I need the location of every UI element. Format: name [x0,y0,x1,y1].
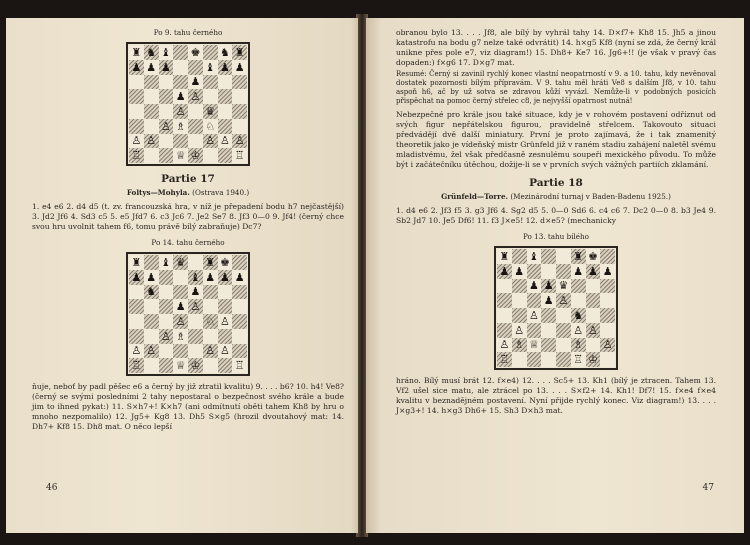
board-square [541,264,556,279]
game-moves-18: 1. d4 e6 2. Jf3 f5 3. g3 Jf6 4. Sg2 d5 5. 0—0 Sd6 6. c4 c6 7. Dc2 0—0 8. b3 Je4 9. Sb2 Jd7 10. Je5 Df6! 11. f3 J×e5! 12. d×e5? (mechanicky [396,206,716,225]
board-square: ♘ [203,119,218,134]
board-square [218,75,233,90]
board-square: ♔ [188,358,203,373]
board-square [512,279,527,294]
board-square: ♙ [203,134,218,149]
board-square: ♜ [129,255,144,270]
board-square [232,329,247,344]
left-page [6,18,358,533]
board-square [144,255,159,270]
board-square [586,338,601,353]
board-square: ♞ [144,285,159,300]
board-square [527,293,542,308]
game-commentary-18: hráno. Bílý musí brát 12. f×e4) 12. . . . Sc5+ 13. Kh1 (bílý je ztracen. Tahem 13. Vf2 ušel sice matu, ale ztrácel po 13. . . . S×f2+ 14. Kh1! Df7! 15. f×e4 f×e4 kvalitu v beznadějném postavení. Nyní přijde rychlý konec. Viz diagram!) 13. . . . J×g3+! 14. h×g3 Dh6+ 15. Sh3 D×h3 mat. [396,376,716,415]
board-square [527,264,542,279]
board-square: ♗ [173,119,188,134]
game-heading-17 [32,188,344,198]
board-square: ♙ [232,134,247,149]
board-square [144,89,159,104]
board-square [571,293,586,308]
board-square [512,352,527,367]
board-square [600,352,615,367]
board-square [527,352,542,367]
board-square [144,148,159,163]
board-square [173,60,188,75]
board-square [541,352,556,367]
board-square [144,119,159,134]
board-square [232,255,247,270]
game-commentary-17-cont: obranou bylo 13. . . . Jf8, ale bílý by vyhrál tahy 14. D×f7+ Kh8 15. Jh5 a jinou katastrofu na bodu g7 nelze také odvrátit) 14. h×g5 Kf8 (nyní se zdá, že černý král unikne přes pole e7, viz diagram!) 15. Dh8+ Ke7 16. Jg6+!! (je však v pravý čas dopaden:) f×g6 17. D×g7 mat. [396,28,716,67]
board-square [144,104,159,119]
board-square [497,308,512,323]
board-square [129,104,144,119]
board-square: ♕ [173,358,188,373]
board-square: ♟ [600,264,615,279]
board-square: ♙ [497,338,512,353]
board-square: ♝ [527,249,542,264]
board-square [159,314,174,329]
board-square [232,75,247,90]
board-square [203,358,218,373]
board-square [586,279,601,294]
board-square [144,299,159,314]
chess-diagram-1 [126,42,250,166]
board-square: ♟ [188,285,203,300]
game-title-17: Partie 17 [161,173,215,185]
board-square [497,279,512,294]
board-square [218,89,233,104]
board-square [159,104,174,119]
board-square: ♙ [512,323,527,338]
game-event-17: (Ostrava 1940.) [192,188,250,197]
board-square: ♙ [188,89,203,104]
board-square: ♛ [173,255,188,270]
board-square [497,323,512,338]
board-square [129,89,144,104]
board-square [541,338,556,353]
board-square: ♟ [129,60,144,75]
board-square: ♙ [129,344,144,359]
board-square: ♖ [232,358,247,373]
board-square [600,323,615,338]
board-square: ♟ [541,293,556,308]
board-square: ♟ [232,270,247,285]
chess-diagram-3 [494,246,618,370]
board-square: ♙ [218,314,233,329]
game-heading-18 [396,192,716,202]
board-square: ♜ [203,255,218,270]
board-square [188,329,203,344]
board-square: ♗ [512,338,527,353]
board-square: ♟ [218,270,233,285]
board-square: ♖ [497,352,512,367]
board-square [232,314,247,329]
board-square: ♝ [203,60,218,75]
board-square [144,329,159,344]
board-square: ♟ [173,299,188,314]
board-square [188,119,203,134]
board-square [188,60,203,75]
board-square: ♘ [203,314,218,329]
board-square: ♞ [571,308,586,323]
board-square [556,323,571,338]
board-square [586,308,601,323]
board-square: ♜ [497,249,512,264]
board-square [556,308,571,323]
board-square [129,314,144,329]
board-square [556,264,571,279]
board-square [173,75,188,90]
board-square: ♟ [159,60,174,75]
board-square: ♟ [512,264,527,279]
board-square [218,285,233,300]
board-square: ♟ [232,60,247,75]
board-square: ♞ [218,45,233,60]
board-square [188,104,203,119]
board-square [232,104,247,119]
board-square [203,75,218,90]
board-square: ♜ [129,45,144,60]
board-square: ♚ [218,255,233,270]
board-square: ♕ [173,148,188,163]
board-square [512,249,527,264]
board-square [232,119,247,134]
board-square [218,148,233,163]
board-square [129,285,144,300]
board-square: ♙ [571,323,586,338]
board-square [203,148,218,163]
game-event-18: (Mezinárodní turnaj v Baden-Badenu 1925.) [510,192,671,201]
board-square [188,255,203,270]
board-square: ♟ [203,270,218,285]
board-square [218,104,233,119]
board-square: ♔ [188,148,203,163]
board-square: ♙ [586,323,601,338]
board-square: ♙ [527,308,542,323]
game-moves-17: 1. e4 e6 2. d4 d5 (t. zv. francouzská hra, v níž je přepadení bodu h7 nejčastější) 3. Jd2 Jf6 4. Sd3 c5 5. e5 Jfd7 6. c3 Jc6 7. Je2 Se7 8. Jf3 0—0 9. Jf4! (černý chce svou hru uvolnit tahem f6, tomu právě bílý zabraňuje) Dc7? [32,202,344,231]
board-square [203,329,218,344]
board-square [144,314,159,329]
game-summary-17: Resumé: Černý si zavinil rychlý konec vlastní neopatrností v 9. a 10. tahu, kdy nevěnoval dostatek pozornosti bílým přípravám. V 9. tahu měl hráti Ve8 s dalším Jf8, v 10. tahu aspoň h6, ač by už sotva se zdravou kůží vyvázl. Nemůže-li v podobných posicích přispěchat na pomoc černý střelec c8, je nejvyšší opatrnost nutná! [396,70,716,105]
board-square: ♙ [556,293,571,308]
board-square: ♟ [527,279,542,294]
board-square: ♙ [203,344,218,359]
board-square [218,329,233,344]
board-square: ♙ [159,119,174,134]
board-square: ♟ [497,264,512,279]
game-players-17: Foltys—Mohyla. [126,188,190,197]
board-square [586,293,601,308]
board-square [144,75,159,90]
board-square: ♝ [188,270,203,285]
game-commentary-17: ňuje, neboť by padl pěšec e6 a černý by již ztratil kvalitu) 9. . . . b6? 10. h4! Ve8? (černý se svými posledními 2 tahy nepostaral o bezpečnost svého krále a bude jim to ihned pykat:) 11. S×h7+! K×h7 (ani odmítnutí oběti tahem Kh8 by hru o mnoho nezpomalilo) 12. Jg5+ Kg8 13. Dh5 S×g5 (hrozil dvoutahový mat: 14. Dh7+ Kf8 15. Dh8 mat. O něco lepší [32,382,344,431]
board-square: ♛ [556,279,571,294]
board-square [600,279,615,294]
right-page [366,18,744,533]
board-square: ♙ [188,299,203,314]
board-square [218,119,233,134]
board-square: ♟ [144,60,159,75]
board-square: ♗ [173,329,188,344]
board-square [129,299,144,314]
board-square [600,308,615,323]
board-square: ♝ [159,255,174,270]
board-square [159,358,174,373]
board-square [159,299,174,314]
board-square: ♟ [144,270,159,285]
board-square [218,299,233,314]
chess-diagram-2 [126,252,250,376]
board-square: ♟ [586,264,601,279]
board-square: ♙ [218,344,233,359]
board-square: ♜ [232,45,247,60]
board-square [203,299,218,314]
board-square [188,344,203,359]
game-players-18: Grünfeld—Torre. [441,192,509,201]
board-square [556,352,571,367]
board-square [232,344,247,359]
board-square [541,308,556,323]
board-square: ♚ [188,45,203,60]
board-square: ♙ [218,134,233,149]
board-square [159,89,174,104]
board-square [203,285,218,300]
board-square [556,338,571,353]
board-square: ♗ [571,338,586,353]
board-square [144,358,159,373]
board-square: ♙ [173,104,188,119]
board-square: ♟ [541,279,556,294]
board-square: ♖ [232,148,247,163]
board-square: ♖ [129,148,144,163]
board-square: ♙ [144,344,159,359]
board-square [203,45,218,60]
board-square: ♔ [586,352,601,367]
page-number-right: 47 [702,483,714,493]
board-square [173,285,188,300]
section-intro: Nebezpečné pro krále jsou také situace, kdy je v rohovém postavení odříznut od svých figur nepřátelskou figurou, pravidelně střelcem. Takovouto situaci předvádějí dvě další miniatury. První je proto zajímavá, že i tak znamenitý theoretik jako je vídeňský mistr Grünfeld již v raném stadiu zahájení naletěl svému mladistvému, žel však předčasně zesnulému soupeři mexického původu. To může být i začátečníku útěchou, dožije-li se v prvních svých vážných partiích zklamání. [396,110,716,169]
board-square [541,249,556,264]
board-square [527,323,542,338]
board-square [497,293,512,308]
board-square: ♖ [571,352,586,367]
board-square [188,314,203,329]
board-square [173,270,188,285]
board-square [232,285,247,300]
diagram-caption-1: Po 9. tahu černého [153,28,223,37]
board-square: ♟ [188,75,203,90]
board-square [232,299,247,314]
board-square [129,329,144,344]
board-square [600,249,615,264]
board-square: ♕ [527,338,542,353]
board-square: ♟ [218,60,233,75]
board-square [600,293,615,308]
board-square: ♙ [129,134,144,149]
board-square: ♟ [571,264,586,279]
board-square [159,148,174,163]
board-square [159,134,174,149]
board-square: ♜ [571,249,586,264]
board-square: ♖ [129,358,144,373]
board-square [571,279,586,294]
board-square: ♟ [173,89,188,104]
board-square [203,89,218,104]
board-square: ♙ [173,314,188,329]
board-square [129,75,144,90]
board-square [173,344,188,359]
board-square [218,358,233,373]
diagram-caption-3: Po 13. tahu bílého [523,232,589,241]
board-square [159,344,174,359]
board-square: ♙ [144,134,159,149]
board-square [512,293,527,308]
game-title-18: Partie 18 [529,177,583,189]
board-square: ♞ [144,45,159,60]
board-square: ♙ [600,338,615,353]
board-square: ♟ [129,270,144,285]
board-square: ♝ [159,45,174,60]
board-square [173,134,188,149]
board-square [512,308,527,323]
board-square [556,249,571,264]
board-square [159,285,174,300]
board-square: ♛ [203,104,218,119]
board-square [541,323,556,338]
board-square [159,75,174,90]
diagram-caption-2: Po 14. tahu černého [151,238,225,247]
page-number-left: 46 [46,483,58,493]
board-square: ♚ [586,249,601,264]
board-square [232,89,247,104]
board-square [159,270,174,285]
board-square: ♙ [159,329,174,344]
board-square [188,134,203,149]
board-square [173,45,188,60]
board-square [129,119,144,134]
